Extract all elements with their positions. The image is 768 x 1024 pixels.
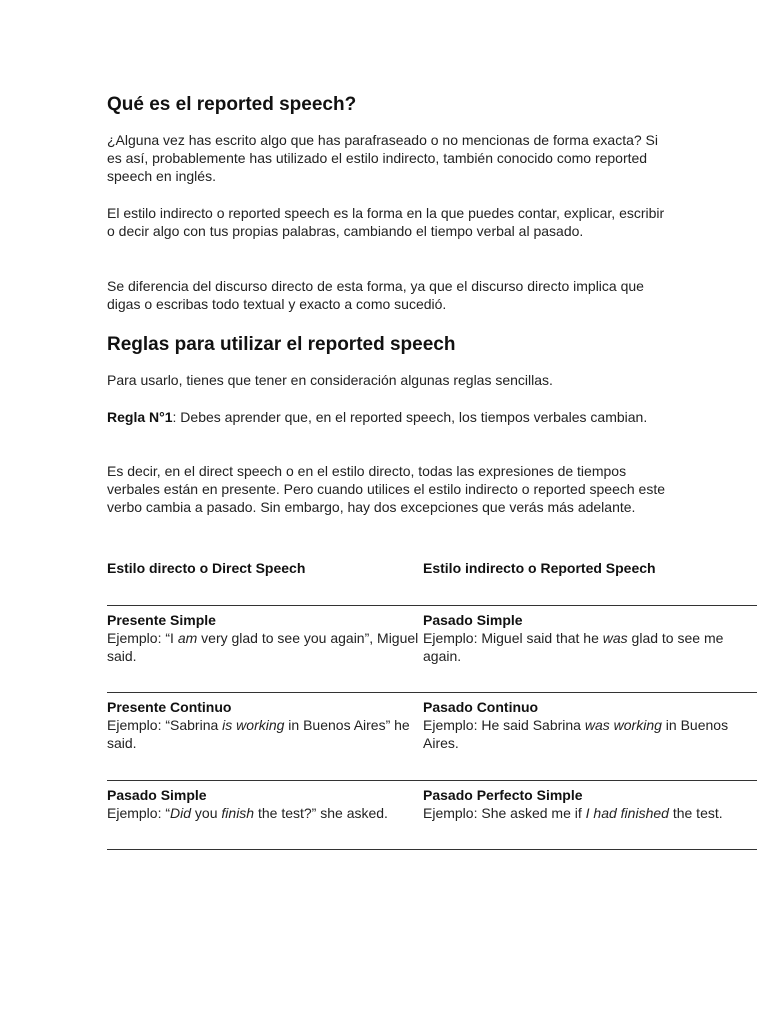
paragraph-rule-1-explanation: Es decir, en el direct speech o en el estilo directo, todas las expresiones de tiempos verbales están en presente. Pero cuando utilices el estilo indirecto o reported speech este verbo cambia a pasado. Sin embargo, hay dos excepciones que verás más adelante. — [107, 463, 666, 516]
reported-cell — [423, 611, 757, 666]
example-verb: was working — [584, 717, 662, 734]
paragraph-intro: ¿Alguna vez has escrito algo que has parafraseado o no mencionas de forma exacta? Si es así, probablemente has utilizado el estilo indirecto, también conocido como reported speech en inglés. — [107, 132, 658, 185]
table-divider — [107, 605, 757, 606]
reported-tense: Pasado Perfecto Simple — [423, 787, 583, 803]
heading-rules: Reglas para utilizar el reported speech — [107, 334, 456, 355]
example-text: the test?” she asked. — [254, 805, 388, 822]
example-text: Ejemplo: “I — [107, 630, 178, 647]
reported-cell — [423, 698, 757, 753]
example-verb: Did — [170, 805, 192, 822]
rule-1-text: : Debes aprender que, en el reported speech, los tiempos verbales cambian. — [172, 409, 648, 425]
table-divider — [107, 849, 757, 850]
paragraph-definition: El estilo indirecto o reported speech es la forma en la que puedes contar, explicar, escribir o decir algo con tus propias palabras, cambiando el tiempo verbal al pasado. — [107, 205, 665, 240]
paragraph-difference: Se diferencia del discurso directo de esta forma, ya que el discurso directo implica que digas o escribas todo textual y exacto a como sucedió. — [107, 278, 644, 313]
example-text: in Buenos Aires. — [423, 717, 729, 752]
header-direct-speech: Estilo directo o Direct Speech — [107, 560, 306, 576]
reported-tense: Pasado Simple — [423, 612, 523, 628]
direct-cell — [107, 698, 419, 753]
example-verb: am — [177, 630, 198, 647]
example-verb: I had finished — [585, 805, 669, 822]
direct-cell — [107, 786, 419, 822]
reported-cell — [423, 786, 757, 822]
table-divider — [107, 692, 757, 693]
example-verb: was — [602, 630, 628, 647]
direct-tense: Presente Continuo — [107, 699, 232, 715]
table-divider — [107, 780, 757, 781]
header-reported-speech: Estilo indirecto o Reported Speech — [423, 560, 656, 576]
example-text: Ejemplo: She asked me if — [423, 805, 586, 822]
reported-tense: Pasado Continuo — [423, 699, 539, 715]
example-text: Ejemplo: He said Sabrina — [423, 717, 585, 734]
example-text: Ejemplo: “Sabrina — [107, 717, 223, 734]
direct-cell — [107, 611, 419, 666]
heading-what-is-reported-speech: Qué es el reported speech? — [107, 94, 357, 115]
paragraph-rules-intro: Para usarlo, tienes que tener en consideración algunas reglas sencillas. — [107, 372, 553, 388]
direct-tense: Pasado Simple — [107, 787, 207, 803]
example-text: you — [191, 805, 222, 822]
example-text: the test. — [668, 805, 723, 822]
example-text: glad to see me again. — [423, 630, 724, 665]
example-verb: finish — [221, 805, 255, 822]
paragraph-rule-1 — [107, 408, 667, 426]
example-text: Ejemplo: Miguel said that he — [423, 630, 603, 647]
example-text: Ejemplo: “ — [107, 805, 171, 822]
example-verb: is working — [222, 717, 285, 734]
direct-tense: Presente Simple — [107, 612, 216, 628]
rule-1-label: Regla N°1 — [107, 409, 173, 425]
example-text: very glad to see you again”, Miguel said. — [107, 630, 419, 665]
example-text: in Buenos Aires” he said. — [107, 717, 410, 752]
